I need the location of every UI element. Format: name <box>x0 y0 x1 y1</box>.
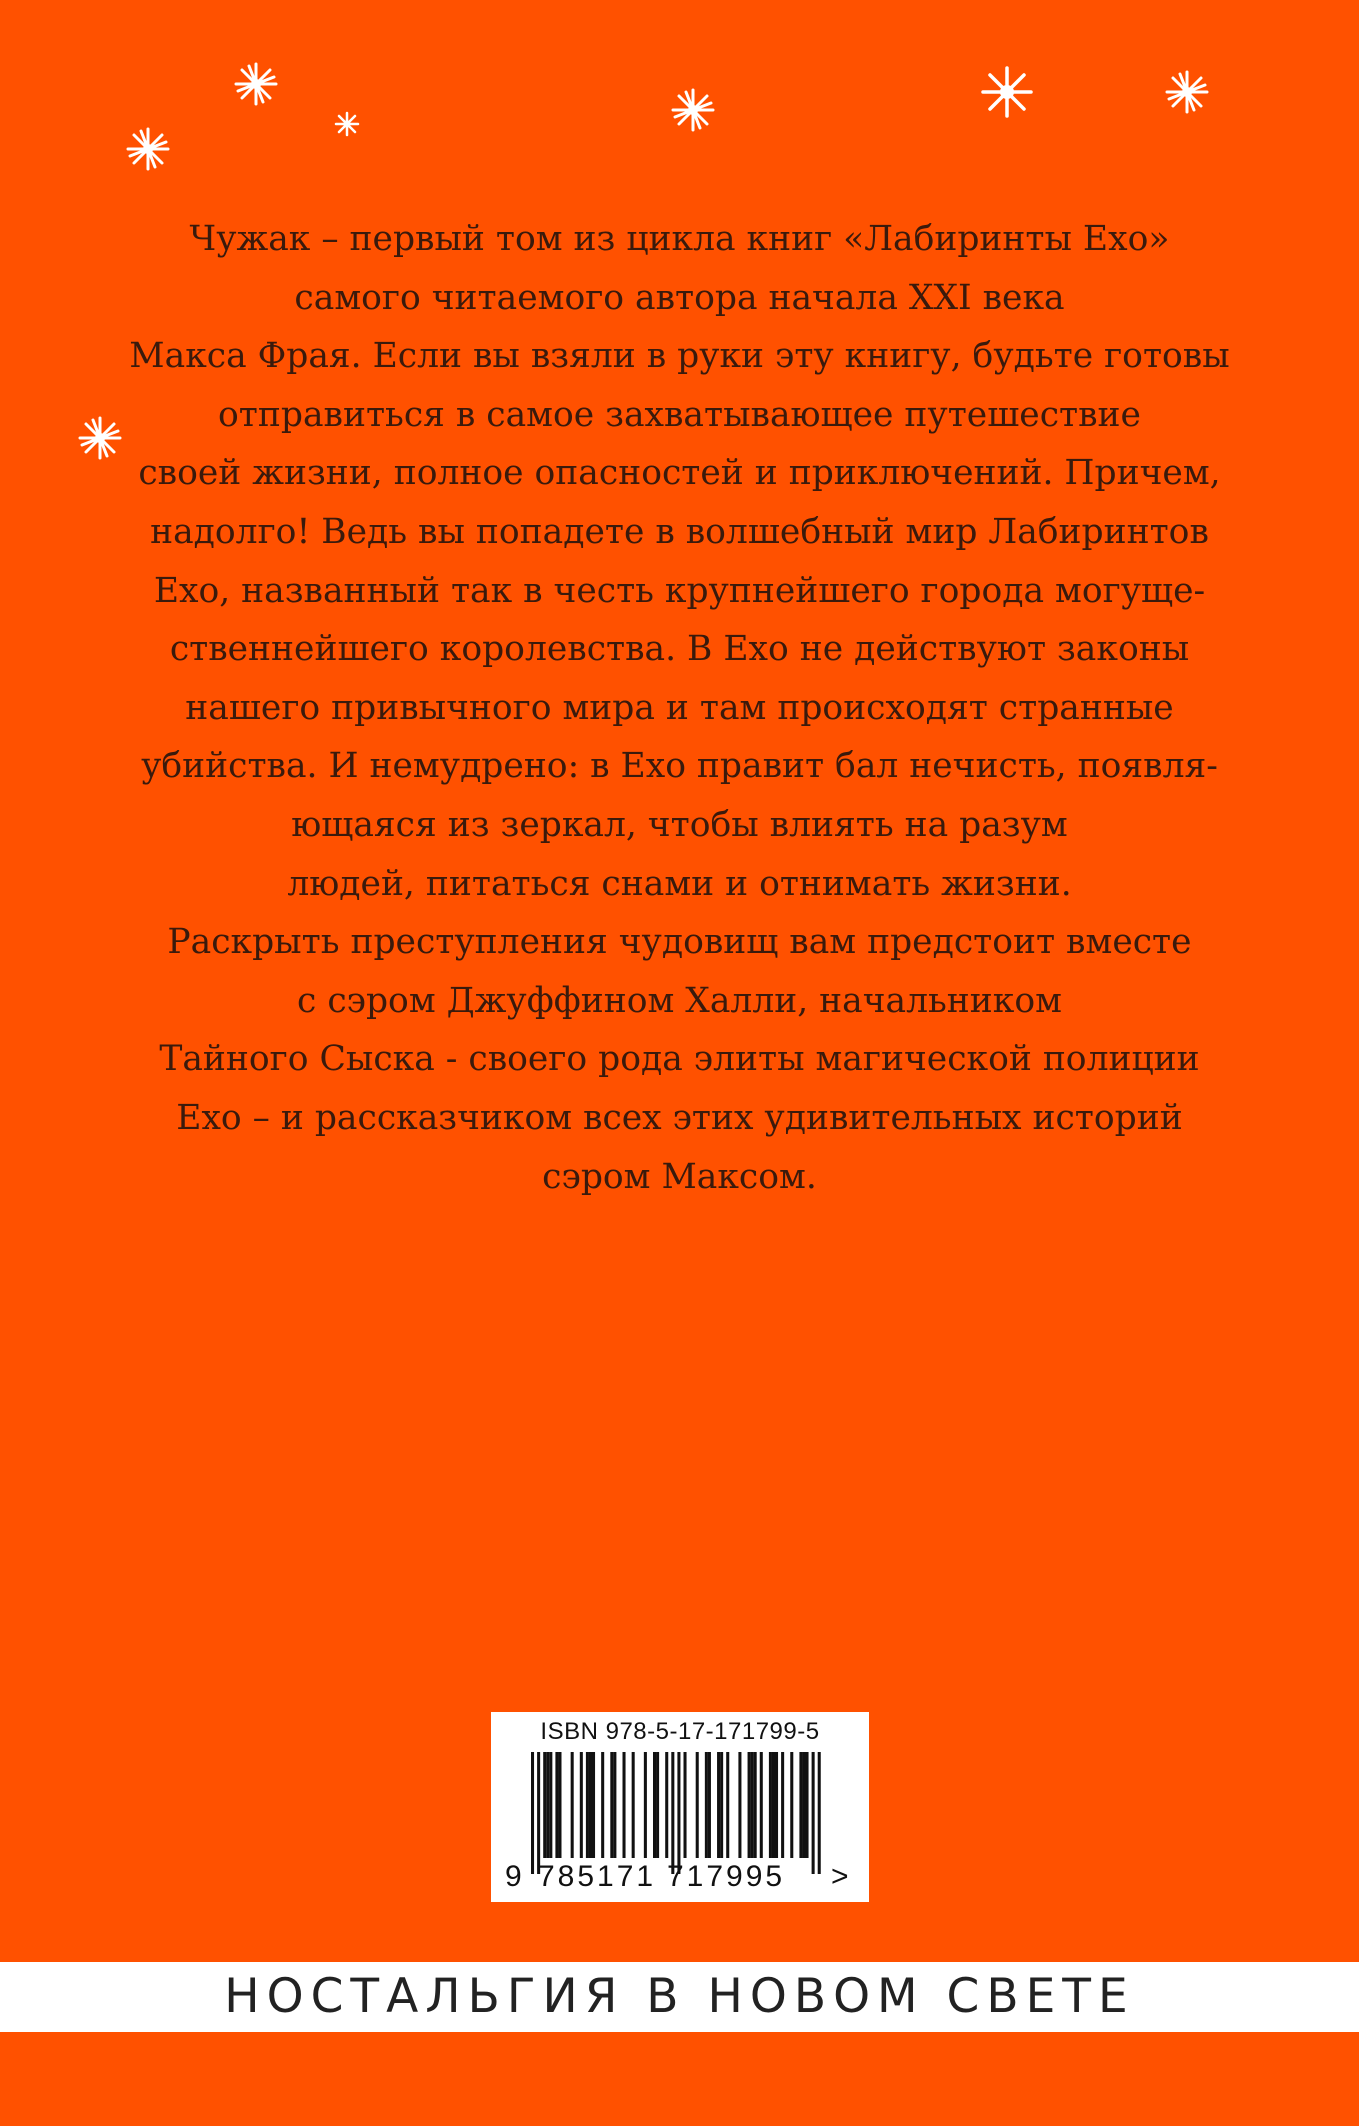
blurb-line: Чужак – первый том из цикла книг «Лабиринты Ехо» <box>189 219 1170 259</box>
barcode-bar <box>601 1752 604 1858</box>
barcode-bar <box>623 1752 626 1858</box>
blurb-line: самого читаемого автора начала XXI века <box>294 277 1065 318</box>
barcode-bar <box>799 1752 802 1858</box>
barcode-bar <box>760 1752 763 1858</box>
blurb-line: ственнейшего королевства. В Ехо не действуют законы <box>169 629 1190 670</box>
barcode-bar <box>775 1752 778 1858</box>
star-icon <box>1163 68 1211 116</box>
barcode-bar <box>738 1752 741 1858</box>
blurb-line: Раскрыть преступления чудовищ вам предстоит вместе <box>167 922 1192 963</box>
blurb-line: Тайного Сыска - своего рода элиты магической полиции <box>159 1039 1200 1080</box>
barcode-bar <box>726 1752 729 1858</box>
ean-arrow: > <box>831 1860 849 1893</box>
star-icon <box>333 110 361 138</box>
barcode-bar <box>613 1752 616 1858</box>
barcode-bar <box>781 1752 784 1858</box>
barcode-bar <box>571 1752 574 1858</box>
barcode-bar <box>677 1752 680 1874</box>
barcode-bar <box>818 1752 821 1874</box>
isbn-barcode <box>491 1712 869 1902</box>
barcode-bar <box>751 1752 754 1858</box>
star-icon <box>232 60 280 108</box>
barcode-bar <box>592 1752 595 1858</box>
blurb-line: с сэром Джуффином Халли, начальником <box>297 980 1062 1021</box>
ean-right-group: 717995 <box>667 1860 786 1893</box>
book-blurb <box>110 210 1249 1206</box>
star-icon <box>124 125 172 173</box>
ean-first-digit: 9 <box>505 1860 522 1893</box>
barcode-bar <box>549 1752 552 1858</box>
star-icon <box>669 86 717 134</box>
barcode-bar <box>656 1752 659 1858</box>
blurb-line: убийства. И немудрено: в Ехо правит бал нечисть, появля- <box>141 746 1218 787</box>
barcode-bar <box>531 1752 534 1874</box>
barcode-bar <box>665 1752 668 1858</box>
blurb-line: людей, питаться снами и отнимать жизни. <box>287 863 1072 904</box>
barcode-bar <box>586 1752 589 1858</box>
blurb-line: Ехо – и рассказчиком всех этих удивительных историй <box>176 1097 1183 1138</box>
series-banner <box>0 1962 1359 2032</box>
barcode-bar <box>790 1752 793 1858</box>
barcode-bar <box>671 1752 674 1874</box>
barcode-bar <box>644 1752 647 1858</box>
barcode-bar <box>720 1752 723 1858</box>
barcode-bar <box>589 1752 592 1858</box>
barcode-bar <box>546 1752 549 1858</box>
barcode-bar <box>802 1752 805 1858</box>
isbn-label: ISBN 978-5-17-171799-5 <box>540 1718 820 1745</box>
barcode-bar <box>610 1752 613 1858</box>
ean-digits <box>491 1860 869 1896</box>
blurb-line: надолго! Ведь вы попадете в волшебный мир Лабиринтов <box>150 511 1209 552</box>
barcode-bar <box>754 1752 757 1858</box>
barcode-bar <box>748 1752 751 1858</box>
barcode-bar <box>632 1752 635 1858</box>
barcode-bar <box>806 1752 809 1858</box>
blurb-line: своей жизни, полное опасностей и приключений. Причем, <box>138 453 1221 494</box>
barcode-bar <box>537 1752 540 1874</box>
barcode-bar <box>708 1752 711 1858</box>
barcode-bar <box>696 1752 699 1858</box>
barcode-bar <box>558 1752 561 1858</box>
barcode-bar <box>580 1752 583 1858</box>
blurb-line: Макса Фрая. Если вы взяли в руки эту книгу, будьте готовы <box>129 336 1230 377</box>
blurb-line: сэром Максом. <box>542 1156 817 1197</box>
star-icon <box>979 64 1035 120</box>
blurb-line: нашего привычного мира и там происходят странные <box>185 687 1174 728</box>
ean-left-group: 785171 <box>538 1860 657 1893</box>
barcode-bar <box>812 1752 815 1874</box>
barcode-bar <box>769 1752 772 1858</box>
series-title: НОСТАЛЬГИЯ В НОВОМ СВЕТЕ <box>224 1969 1135 2024</box>
barcode-bar <box>653 1752 656 1858</box>
barcode-bar <box>543 1752 546 1858</box>
blurb-line: Ехо, названный так в честь крупнейшего города могуще- <box>153 570 1206 611</box>
barcode-bar <box>772 1752 775 1858</box>
barcode-bar <box>555 1752 558 1858</box>
barcode-bar <box>684 1752 687 1858</box>
blurb-line: ющаяся из зеркал, чтобы влиять на разум <box>291 804 1068 845</box>
barcode-bar <box>717 1752 720 1858</box>
barcode-bar <box>705 1752 708 1858</box>
blurb-line: отправиться в самое захватывающее путешествие <box>218 394 1141 435</box>
